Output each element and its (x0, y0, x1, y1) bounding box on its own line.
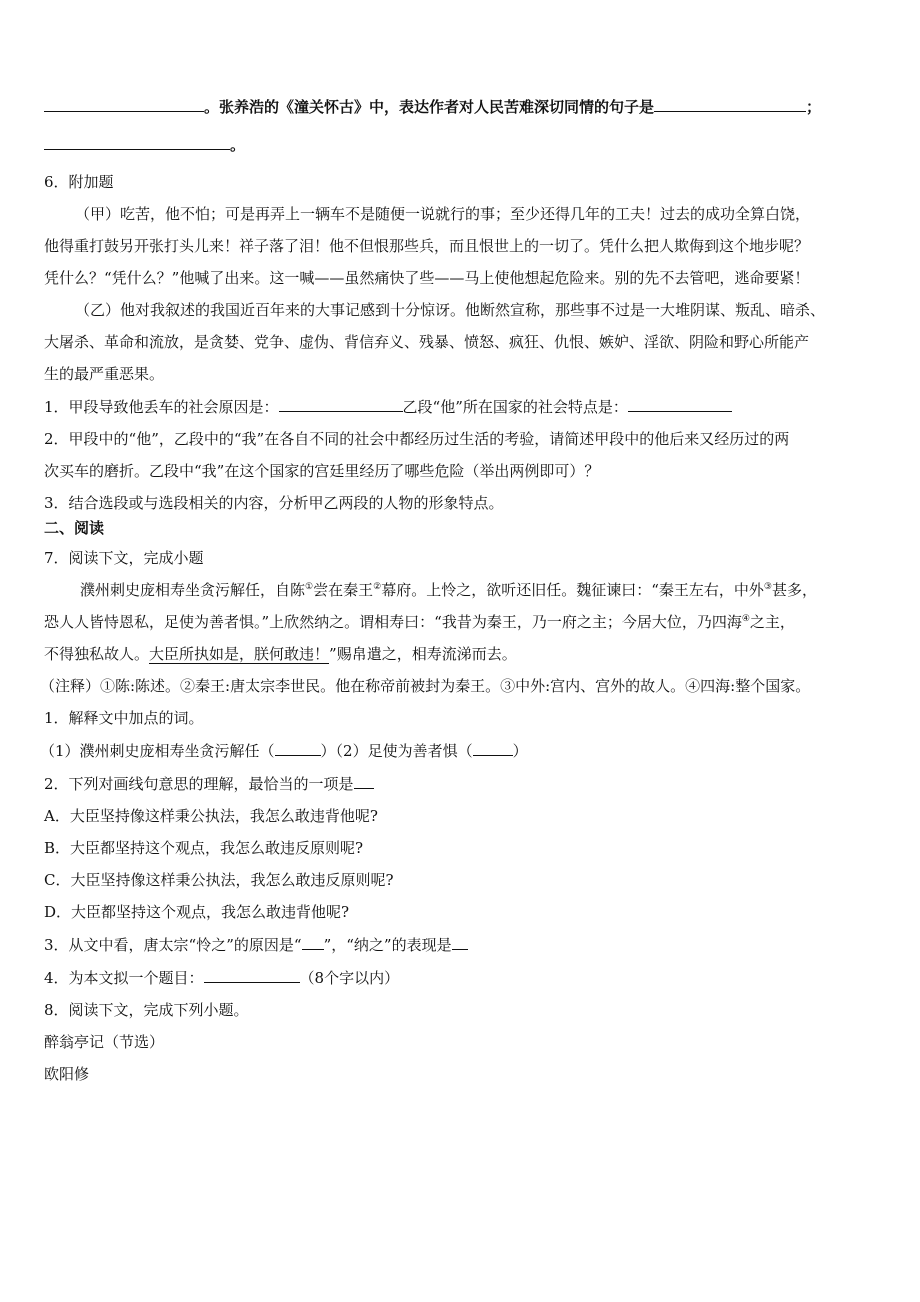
option-b: B．大臣都坚持这个观点，我怎么敢违反原则呢? (44, 839, 364, 857)
answer-blank[interactable] (275, 740, 321, 756)
section-2-title: 二、阅读 (44, 519, 105, 537)
article-title: 醉翁亭记（节选） (44, 1033, 165, 1051)
classical-passage-line: 恐人人皆恃恩私，足使为善者惧。”上欣然纳之。谓相寿曰：“我昔为秦王，乃一府之主；今居大位，乃四海④之主， (44, 613, 795, 631)
passage-yi-line: （乙）他对我叙述的我国近百年来的大事记感到十分惊讶。他断然宣称，那些事不过是一大堆阴谋、叛乱、暗杀、 (75, 301, 826, 319)
classical-passage-line: 濮州刺史庞相寿坐贪污解任，自陈①尝在秦王②幕府。上怜之，欲听还旧任。魏征谏曰：“秦王左右，中外③甚多， (80, 581, 817, 599)
passage-jia-line: 凭什么？“凭什么？”他喊了出来。这一喊——虽然痛快了些——马上使他想起危险来。别的先不去管吧，逃命要紧！ (44, 269, 810, 287)
answer-blank[interactable] (204, 967, 300, 983)
question-7-4: 4．为本文拟一个题目： （8个字以内） (44, 969, 400, 987)
question-6-3: 3．结合选段或与选段相关的内容，分析甲乙两段的人物的形象特点。 (44, 494, 504, 512)
answer-blank[interactable] (44, 134, 230, 150)
question-7-3: 3．从文中看，唐太宗“怜之”的原因是“ ”，“纳之”的表现是 (44, 934, 884, 955)
answer-blank[interactable] (44, 96, 204, 112)
article-author: 欧阳修 (44, 1065, 90, 1083)
answer-blank[interactable] (354, 773, 374, 789)
exam-page (40, 92, 884, 1084)
option-a: A．大臣坚持像这样秉公执法，我怎么敢违背他呢? (44, 807, 378, 825)
option-d: D．大臣都坚持这个观点，我怎么敢违背他呢? (44, 903, 350, 921)
q5-tail-line1: 。张养浩的《潼关怀古》中，表达作者对人民苦难深切同情的句子是 ； (44, 96, 884, 117)
question-7-1-items: （1）濮州刺史庞相寿坐贪污解任（ ）（2）足使为善者惧（ ） (40, 742, 528, 760)
passage-jia-line: （甲）吃苦，他不怕；可是再弄上一辆车不是随便一说就行的事；至少还得几年的工夫！过去的成功全算白饶， (75, 205, 811, 223)
classical-passage-line: 不得独私故人。大臣所执如是，朕何敢违！”赐帛遣之，相寿流涕而去。 (44, 645, 517, 663)
passage-yi-line: 生的最严重恶果。 (44, 365, 165, 383)
question-6-1: 1．甲段导致他丢车的社会原因是： 乙段“他”所在国家的社会特点是： (44, 396, 884, 417)
question-8-title: 8．阅读下文，完成下列小题。 (44, 1001, 249, 1019)
passage-jia-line: 他得重打鼓另开张打头儿来！祥子落了泪！他不但恨那些兵，而且恨世上的一切了。凭什么把人欺侮到这个地步呢？ (44, 237, 810, 255)
question-6-2-line: 2．甲段中的“他”，乙段中的“我”在各自不同的社会中都经历过生活的考验，请简述甲段中的他后来又经历过的两 (44, 430, 790, 448)
option-c: C．大臣坚持像这样秉公执法，我怎么敢违反原则呢? (44, 871, 394, 889)
question-6-2-line: 次买车的磨折。乙段中“我”在这个国家的宫廷里经历了哪些危险（举出两例即可）？ (44, 462, 600, 480)
answer-blank[interactable] (473, 740, 513, 756)
question-7-2: 2．下列对画线句意思的理解，最恰当的一项是 (44, 773, 884, 794)
answer-blank[interactable] (654, 96, 806, 112)
underlined-sentence: 大臣所执如是，朕何敢违！ (149, 645, 330, 663)
question-7-1: 1．解释文中加点的词。 (44, 709, 204, 727)
answer-blank[interactable] (628, 396, 732, 412)
question-7-title: 7．阅读下文，完成小题 (44, 549, 204, 567)
question-6-title: 6．附加题 (44, 173, 114, 191)
q5-tail-line2: 。 (44, 134, 884, 155)
annotation-note: （注释）①陈:陈述。②秦王:唐太宗李世民。他在称帝前被封为秦王。③中外:宫内、宫外的故人。④四海:整个国家。 (40, 677, 811, 695)
answer-blank[interactable] (452, 934, 468, 950)
answer-blank[interactable] (302, 934, 324, 950)
passage-yi-line: 大屠杀、革命和流放，是贪婪、党争、虚伪、背信弃义、残暴、愤怒、疯狂、仇恨、嫉妒、淫欲、阴险和野心所能产 (44, 333, 810, 351)
answer-blank[interactable] (279, 396, 403, 412)
